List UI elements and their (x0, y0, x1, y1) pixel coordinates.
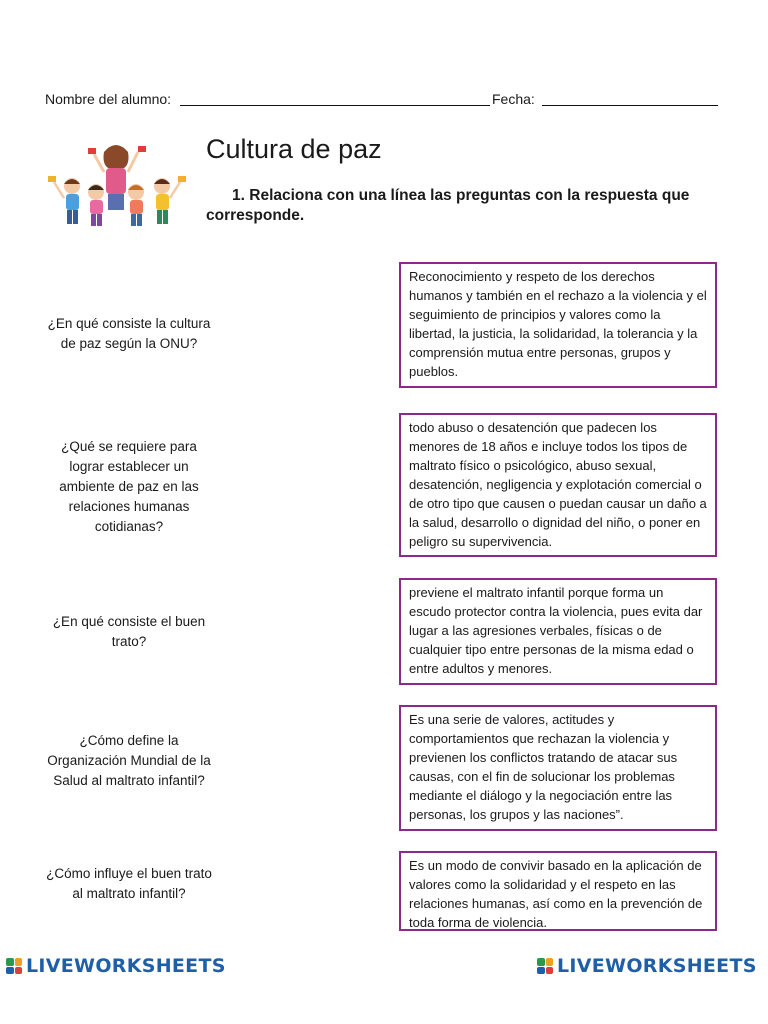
liveworksheets-logo-right (537, 955, 757, 977)
date-field[interactable] (542, 105, 718, 106)
liveworksheets-logo-icon (537, 958, 553, 974)
answer-box[interactable]: Es una serie de valores, actitudes y comportamientos que rechazan la violencia y previenen los conflictos tratando de atacar sus causas, con el fin de solucionar los problemas mediante el diálogo y la negociación entre las personas, los grupos y las naciones”. (399, 705, 717, 831)
liveworksheets-logo-icon (6, 958, 22, 974)
question-item[interactable]: ¿Cómo define la Organización Mundial de la Salud al maltrato infantil? (47, 733, 211, 788)
page-title: Cultura de paz (206, 134, 382, 164)
question-item[interactable]: ¿Cómo influye el buen trato al maltrato infantil? (46, 866, 212, 901)
student-name-label: Nombre del alumno: (45, 91, 172, 107)
question-item[interactable]: ¿Qué se requiere para lograr establecer un ambiente de paz en las relaciones humanas cotidianas? (59, 439, 199, 534)
instruction-number: 1. (232, 187, 245, 204)
answer-box[interactable]: Es un modo de convivir basado en la aplicación de valores como la solidaridad y el respeto en las relaciones humanas, así como en la prevención de toda forma de violencia. (399, 851, 717, 931)
instruction-text: Relaciona con una línea las preguntas con la respuesta que corresponde. (206, 187, 690, 224)
date-label: Fecha: (492, 91, 535, 107)
instruction (206, 186, 726, 226)
logo-text: LIVEWORKSHEETS (26, 955, 226, 977)
question-item[interactable]: ¿En qué consiste la cultura de paz según la ONU? (47, 316, 211, 351)
question-item[interactable]: ¿En qué consiste el buen trato? (52, 614, 206, 649)
children-illustration (48, 142, 188, 234)
logo-text: LIVEWORKSHEETS (557, 955, 757, 977)
liveworksheets-logo-left (6, 955, 226, 977)
answer-box[interactable]: previene el maltrato infantil porque forma un escudo protector contra la violencia, pues evita dar lugar a las agresiones verbales, físicas o de cualquier tipo entre personas de la misma edad o entre adultos y menores. (399, 578, 717, 685)
answer-box[interactable]: todo abuso o desatención que padecen los menores de 18 años e incluye todos los tipos de maltrato físico o psicológico, abuso sexual, desatención, negligencia y explotación comercial o de otro tipo que causen o puedan causar un daño a la salud, desarrollo o dignidad del niño, o poner en peligro su supervivencia. (399, 413, 717, 557)
answer-box[interactable]: Reconocimiento y respeto de los derechos humanos y también en el rechazo a la violencia y el seguimiento de principios y valores como la libertad, la justicia, la solidaridad, la tolerancia y la comprensión mutua entre personas, grupos y pueblos. (399, 262, 717, 388)
student-name-field[interactable] (180, 105, 490, 106)
